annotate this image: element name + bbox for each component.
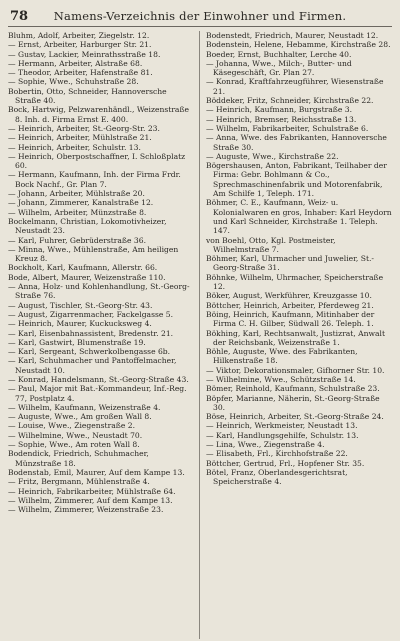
directory-entry: Bömer, Reinhold, Kaufmann, Schulstraße 23.: [206, 384, 380, 394]
directory-entry: — Theodor, Arbeiter, Hafenstraße 81.: [8, 68, 153, 78]
directory-entry: — Auguste, Wwe., Kirchstraße 22.: [206, 151, 339, 161]
directory-entry: — Anna, Holz- und Kohlenhandlung, St.-Georg-Straße 76.: [8, 282, 190, 301]
directory-entry: — Heinrich, Kaufmann, Burgstraße 3.: [206, 105, 353, 115]
directory-entry: Bockelmann, Christian, Lokomotivheizer, Neustadt 23.: [8, 216, 167, 236]
directory-entry: Böttcher, Gertrud, Frl., Hopfener Str. 35.: [206, 458, 365, 468]
directory-entry: — Karl, Sergeant, Schwerkolbengasse 6b.: [8, 347, 171, 357]
directory-entry: Böhmer, C. E., Kaufmann, Weiz- u. Kolonialwaren en gros, Inhaber: Karl Heydorn und Karl Schneider, Kirchstraße 1. Teleph. 147.: [206, 198, 392, 236]
directory-entry: — Viktor, Dekorationsmaler, Gifhorner Str. 10.: [206, 365, 385, 375]
directory-entry: — August, Zigarrenmacher, Fackelgasse 5.: [8, 309, 174, 319]
directory-entry: — Karl, Handlungsgehilfe, Schulstr. 13.: [206, 430, 359, 440]
directory-entry: — Heinrich, Fabrikarbeiter, Mühlstraße 64.: [8, 486, 176, 496]
directory-entry: — Karl, Fuhrer, Gebrüderstraße 36.: [8, 235, 146, 245]
directory-entry: — Wilhelmine, Wwe., Neustadt 70.: [8, 430, 143, 440]
directory-entry: Böddeker, Fritz, Schneider, Kirchstraße 22.: [206, 96, 374, 106]
directory-entry: — Sophie, Wwe., Am roten Wall 8.: [8, 440, 140, 450]
directory-entry: — Karl, Schuhmacher und Pantoffelmacher, Neustadt 10.: [8, 356, 177, 375]
directory-entry: Böhmer, Karl, Uhrmacher und Juwelier, St.-Georg-Straße 31.: [206, 254, 374, 273]
directory-entry: — Heinrich, Werkmeister, Neustadt 13.: [206, 421, 358, 431]
directory-entry: Böpfer, Marianne, Näherin, St.-Georg-Straße 30.: [206, 393, 380, 412]
directory-entry: — August, Tischler, St.-Georg-Str. 43.: [8, 300, 153, 310]
directory-entry: — Johann, Arbeiter, Mühlstraße 20.: [8, 189, 145, 199]
directory-entry: — Anna, Wwe. des Fabrikanten, Hannoversche Straße 30.: [206, 133, 387, 152]
directory-entry: — Karl, Gastwirt, Blumenstraße 19.: [8, 337, 146, 347]
directory-entry: — Wilhelm, Kaufmann, Weizenstraße 4.: [8, 402, 161, 412]
directory-entry: — Konrad, Handelsmann, St.-Georg-Straße 43.: [8, 374, 189, 384]
directory-entry: — Johann, Zimmerer, Kanalstraße 12.: [8, 198, 154, 208]
directory-entry: Böse, Heinrich, Arbeiter, St.-Georg-Straße 24.: [206, 412, 384, 422]
directory-entry: — Wilhelm, Zimmerer, Weizenstraße 23.: [8, 505, 164, 515]
directory-entry: — Elisabeth, Frl., Kirchhofstraße 22.: [206, 449, 348, 459]
directory-entry: — Wilhelmine, Wwe., Schützstraße 14.: [206, 374, 356, 384]
page-header: [8, 8, 392, 27]
directory-entry: — Louise, Wwe., Ziegenstraße 2.: [8, 421, 135, 431]
right-column: [200, 31, 392, 639]
directory-entry: Böhnke, Wilhelm, Uhrmacher, Speicherstraße 12.: [206, 272, 384, 292]
directory-entry: — Wilhelm, Zimmerer, Auf dem Kampe 13.: [8, 495, 173, 505]
directory-entry: Bodenstedt, Friedrich, Maurer, Neustadt 12.: [206, 31, 379, 40]
directory-entry: — Gustav, Lackier, Meinrathsstraße 18.: [8, 49, 161, 59]
directory-entry: — Karl, Eisenbahnassistent, Bredenstr. 21.: [8, 328, 174, 338]
directory-entry: — Heinrich, Arbeiter, Mühlstraße 21.: [8, 133, 152, 143]
directory-entry: Boeder, Ernst, Buchhalter, Lerche 40.: [206, 49, 352, 59]
directory-entry: — Wilhelm, Fabrikarbeiter, Schulstraße 6.: [206, 123, 369, 133]
directory-entry: von Boehl, Otto, Kgl. Postmeister, Wilhelmstraße 7.: [206, 235, 336, 254]
page-number: 78: [10, 9, 29, 24]
directory-entry: — Konrad, Kraftfahrzeugführer, Wiesenstraße 21.: [206, 77, 384, 96]
directory-entry: — Hermann, Arbeiter, Alstraße 68.: [8, 58, 143, 68]
directory-entry: Bodenstab, Emil, Maurer, Auf dem Kampe 13.: [8, 467, 185, 477]
directory-entry: — Heinrich, Arbeiter, St.-Georg-Str. 23.: [8, 123, 160, 133]
directory-entry: — Sophie, Wwe., Schuhstraße 28.: [8, 77, 139, 87]
directory-columns: [8, 31, 392, 639]
directory-entry: — Hermann, Kaufmann, Inh. der Firma Frdr. Bock Nachf., Gr. Plan 7.: [8, 170, 181, 189]
directory-entry: — Heinrich, Oberpostschaffner, I. Schloßplatz 60.: [8, 151, 186, 171]
directory-entry: Bodenstein, Helene, Hebamme, Kirchstraße 28.: [206, 40, 391, 50]
directory-entry: Bobertin, Otto, Schneider, Hannoversche Straße 40.: [8, 86, 167, 106]
directory-entry: Bökhing, Karl, Rechtsanwalt, Justizrat, Anwalt der Reichsbank, Weizenstraße 1.: [206, 328, 386, 347]
directory-entry: — Johanna, Wwe., Milch-, Butter- und Käsegeschäft, Gr. Plan 27.: [206, 58, 352, 78]
directory-entry: Bodendick, Friedrich, Schuhmacher, Münzstraße 18.: [8, 449, 149, 468]
left-column: [8, 31, 200, 639]
directory-entry: — Heinrich, Bremser, Reichsstraße 13.: [206, 114, 357, 124]
directory-entry: — Heinrich, Arbeiter, Schulstr. 13.: [8, 142, 141, 152]
directory-entry: Böttcher, Heinrich, Arbeiter, Pferdeweg 21.: [206, 300, 374, 310]
running-title: Namens-Verzeichnis der Einwohner und Firmen.: [53, 9, 347, 23]
directory-entry: Böker, August, Werkführer, Kreuzgasse 10.: [206, 291, 372, 301]
directory-entry: — Paul, Major mit Bat.-Kommandeur, Inf.-Reg. 77, Postplatz 4.: [8, 384, 187, 403]
directory-entry: — Heinrich, Maurer, Kuckucksweg 4.: [8, 319, 152, 329]
directory-entry: — Wilhelm, Arbeiter, Münzstraße 8.: [8, 207, 147, 217]
directory-entry: Bögershausen, Anton, Fabrikant, Teilhaber der Firma: Gebr. Bohlmann & Co., Sprechmaschinenfabrik und Motorenfabrik, Am Schilfe 1, Teleph. 171.: [206, 161, 387, 199]
directory-entry: — Lina, Wwe., Ziegenstraße 4.: [206, 440, 325, 450]
directory-entry: Bluhm, Adolf, Arbeiter, Ziegelstr. 12.: [8, 31, 150, 40]
directory-entry: Böhle, Auguste, Wwe. des Fabrikanten, Hilkenstraße 18.: [206, 347, 358, 366]
directory-entry: Bock, Hartwig, Pelzwarenhändl., Weizenstraße 8. Inh. d. Firma Ernst E. 400.: [8, 105, 190, 124]
directory-entry: Bötel, Franz, Oberlandesgerichtsrat, Speicherstraße 4.: [206, 467, 348, 487]
directory-entry: — Ernst, Arbeiter, Harburger Str. 21.: [8, 40, 152, 50]
directory-entry: Bockholt, Karl, Kaufmann, Allerstr. 66.: [8, 263, 158, 273]
directory-entry: Bode, Albert, Maurer, Weizenstraße 110.: [8, 272, 166, 282]
directory-entry: — Auguste, Wwe., Am großen Wall 8.: [8, 412, 152, 422]
directory-entry: — Minna, Wwe., Mühlenstraße, Am heiligen Kreuz 8.: [8, 244, 179, 264]
directory-entry: — Fritz, Bergmann, Mühlenstraße 4.: [8, 477, 150, 487]
directory-entry: Böing, Heinrich, Kaufmann, Mitinhaber der Firma C. H. Gilber, Südwall 26. Teleph. 1.: [206, 309, 375, 329]
